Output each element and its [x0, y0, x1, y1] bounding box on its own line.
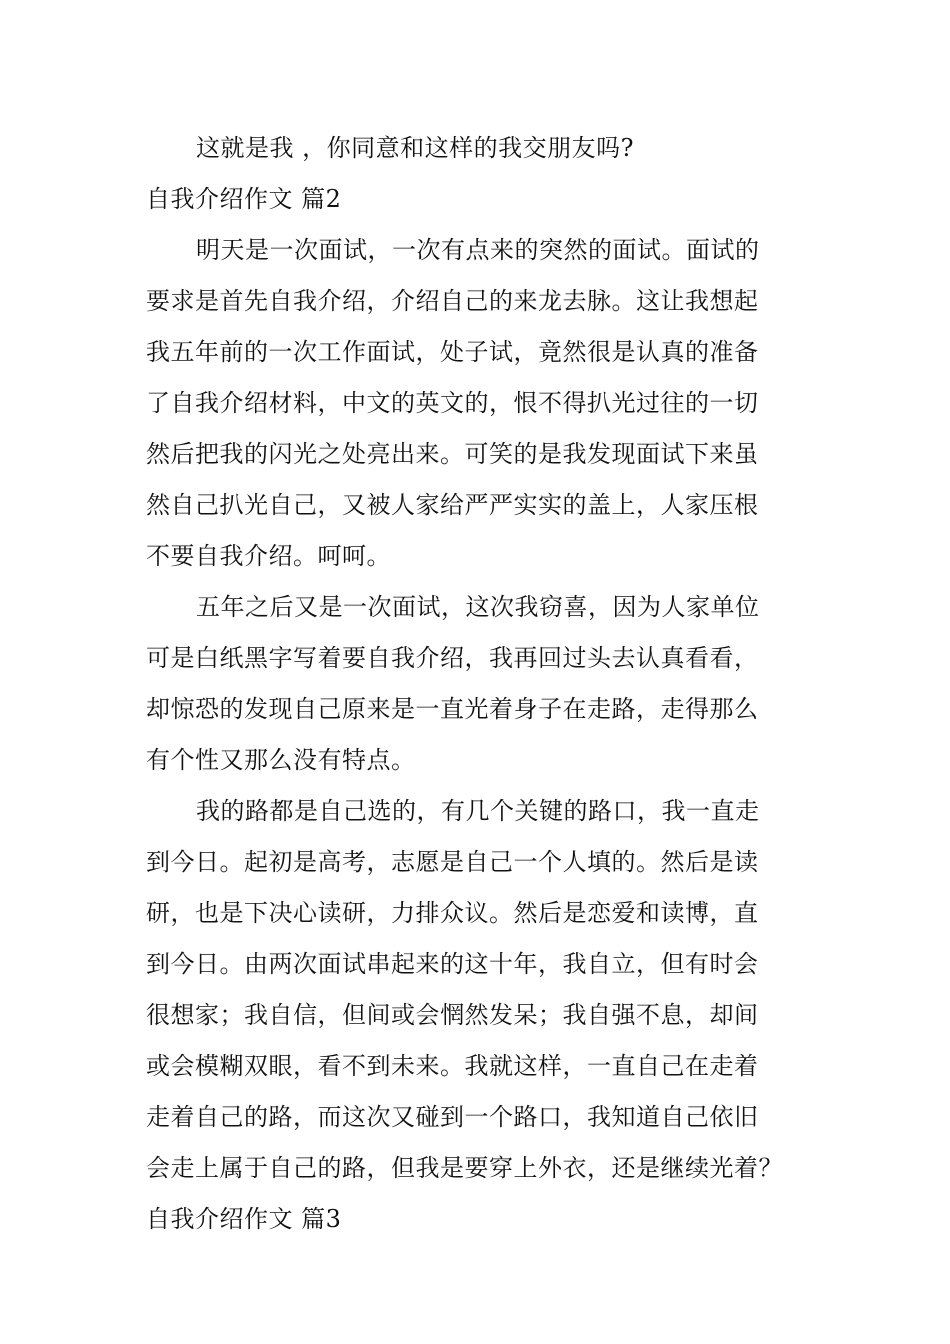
paragraph-2-line-3: 却惊恐的发现自己原来是一直光着身子在走路，走得那么 [146, 695, 759, 723]
closing-sentence: 这就是我 ，你同意和这样的我交朋友吗? [196, 134, 634, 162]
paragraph-1-line-3: 我五年前的一次工作面试，处子试，竟然很是认真的准备 [146, 338, 759, 366]
paragraph-2-line-2: 可是白纸黑字写着要自我介绍，我再回过头去认真看看， [146, 644, 759, 672]
paragraph-3-line-5: 很想家；我自信，但间或会惘然发呆；我自强不息，却间 [146, 1001, 759, 1029]
section-heading-3: 自我介绍作文 篇3 [146, 1205, 342, 1233]
paragraph-1-line-5: 然后把我的闪光之处亮出来。可笑的是我发现面试下来虽 [146, 440, 759, 468]
paragraph-3-line-4: 到今日。由两次面试串起来的这十年，我自立，但有时会 [146, 950, 759, 978]
paragraph-3-line-6: 或会模糊双眼，看不到未来。我就这样，一直自己在走着 [146, 1052, 759, 1080]
paragraph-2-line-1: 五年之后又是一次面试，这次我窃喜，因为人家单位 [196, 593, 760, 621]
paragraph-3-line-1: 我的路都是自己选的，有几个关键的路口，我一直走 [196, 797, 760, 825]
paragraph-3-line-7: 走着自己的路，而这次又碰到一个路口，我知道自己依旧 [146, 1103, 759, 1131]
paragraph-3-line-8: 会走上属于自己的路，但我是要穿上外衣，还是继续光着？ [146, 1154, 783, 1182]
paragraph-1-line-1: 明天是一次面试，一次有点来的突然的面试。面试的 [196, 236, 760, 264]
paragraph-3-line-2: 到今日。起初是高考，志愿是自己一个人填的。然后是读 [146, 848, 759, 876]
paragraph-1-line-7: 不要自我介绍。呵呵。 [146, 542, 391, 570]
paragraph-2-line-4: 有个性又那么没有特点。 [146, 746, 416, 774]
paragraph-3-line-3: 研，也是下决心读研，力排众议。然后是恋爱和读博，直 [146, 899, 759, 927]
paragraph-1-line-4: 了自我介绍材料，中文的英文的，恨不得扒光过往的一切 [146, 389, 759, 417]
paragraph-1-line-2: 要求是首先自我介绍，介绍自己的来龙去脉。这让我想起 [146, 287, 759, 315]
section-heading-2: 自我介绍作文 篇2 [146, 185, 342, 213]
paragraph-1-line-6: 然自己扒光自己，又被人家给严严实实的盖上，人家压根 [146, 491, 759, 519]
